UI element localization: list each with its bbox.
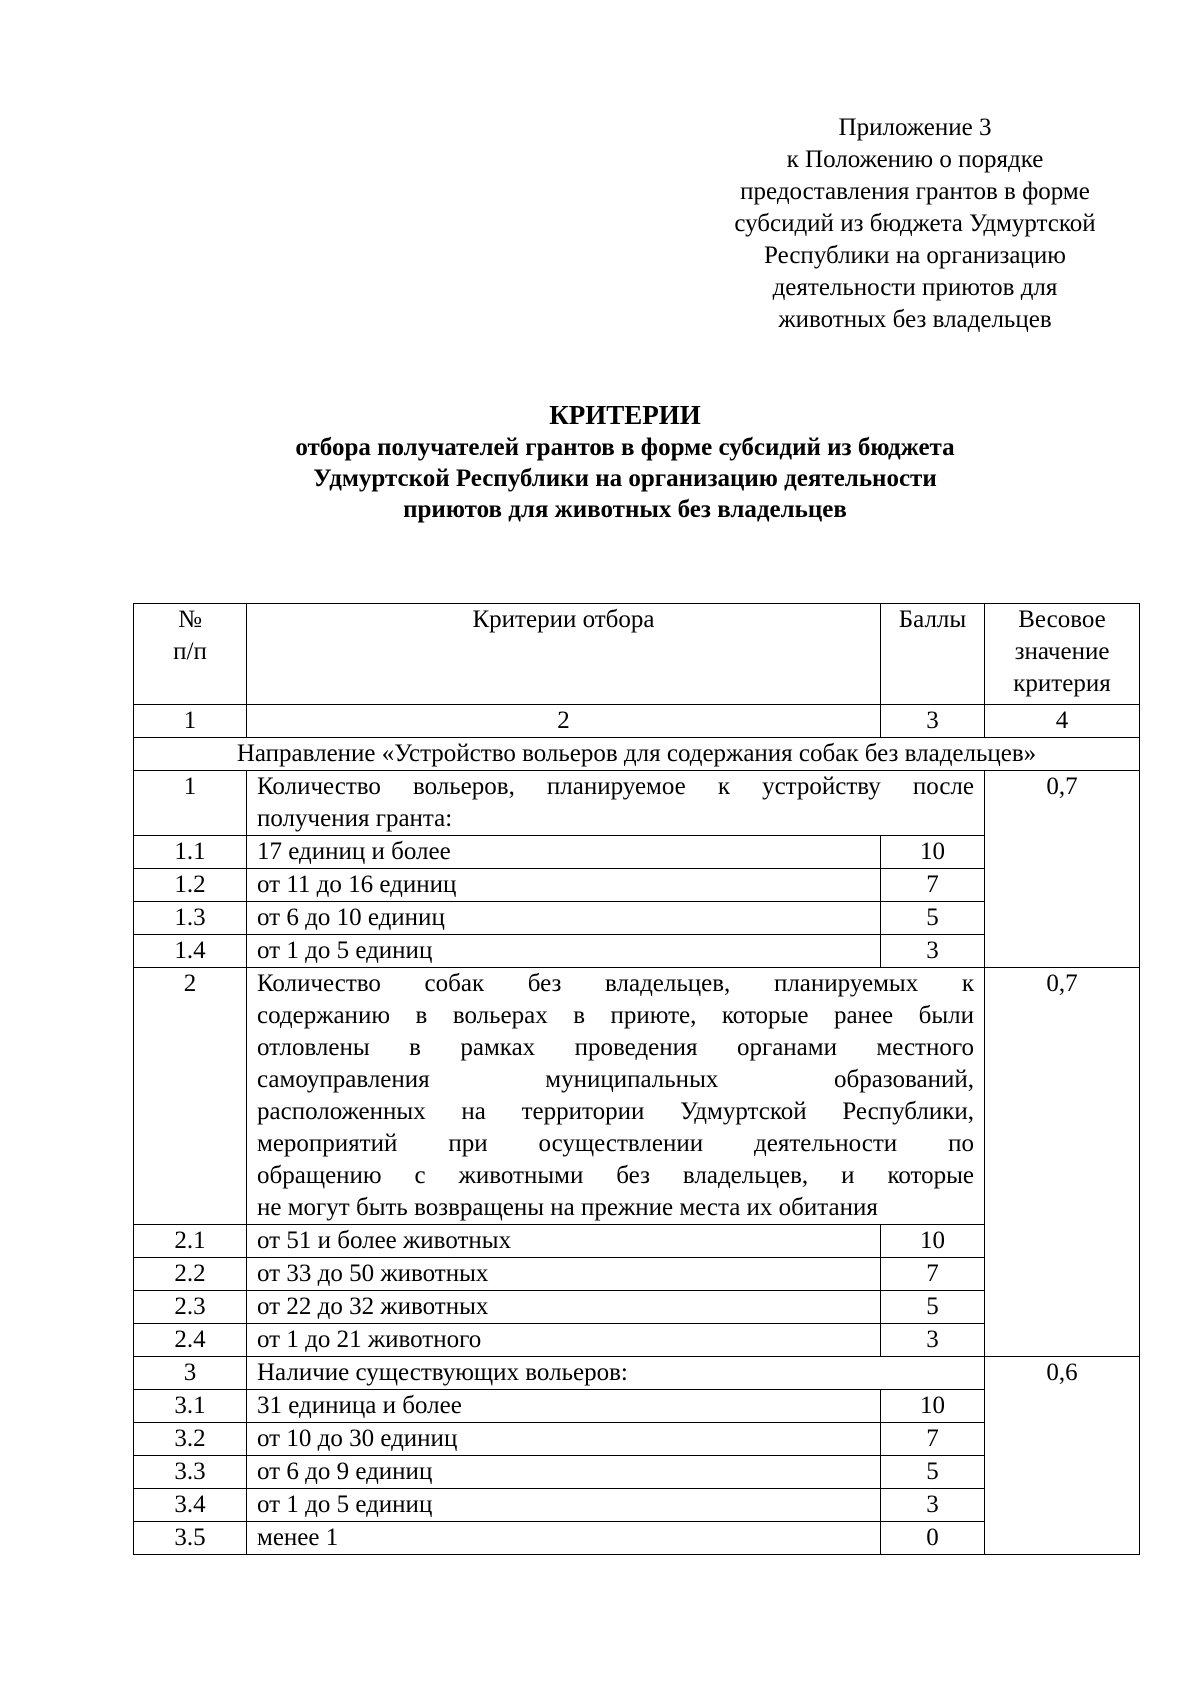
- col-number: 4: [985, 705, 1140, 738]
- row-points: 3: [881, 1324, 985, 1357]
- appendix-reference: [700, 112, 1130, 336]
- appendix-line: субсидий из бюджета Удмуртской: [734, 210, 1096, 237]
- row-number: 2.4: [134, 1324, 247, 1357]
- row-number: 3.5: [134, 1522, 247, 1555]
- header-num: № п/п: [134, 604, 247, 705]
- header-criteria: Критерии отбора: [247, 604, 881, 705]
- row-points: 7: [881, 869, 985, 902]
- row-text: от 11 до 16 единиц: [247, 869, 881, 902]
- criterion-title-line: Наличие существующих вольеров:: [257, 1359, 628, 1386]
- criterion-title: [247, 968, 985, 1225]
- row-points: 3: [881, 935, 985, 968]
- criterion-group-row: [134, 968, 1140, 1225]
- row-points: 10: [881, 1390, 985, 1423]
- row-points: 7: [881, 1423, 985, 1456]
- criterion-title-line: не могут быть возвращены на прежние места их обитания: [257, 1194, 878, 1221]
- criterion-weight: 0,6: [985, 1357, 1140, 1555]
- row-text: 31 единица и более: [247, 1390, 881, 1423]
- criterion-title-line: расположенных на территории Удмуртской Республики,: [257, 1098, 974, 1125]
- criterion-title-line: отловлены в рамках проведения органами местного: [257, 1034, 974, 1061]
- row-text: менее 1: [247, 1522, 881, 1555]
- row-points: 5: [881, 1291, 985, 1324]
- subtitle-line: Удмуртской Республики на организацию деятельности: [313, 465, 937, 492]
- criterion-number: 2: [134, 968, 247, 1225]
- document-title: КРИТЕРИИ: [549, 400, 701, 430]
- row-number: 1.2: [134, 869, 247, 902]
- row-text: от 22 до 32 животных: [247, 1291, 881, 1324]
- row-text: от 1 до 5 единиц: [247, 1489, 881, 1522]
- criterion-group-row: [134, 1357, 1140, 1390]
- subtitle-line: приютов для животных без владельцев: [403, 496, 847, 523]
- col-number: 2: [247, 705, 881, 738]
- criterion-title-line: мероприятий при осуществлении деятельности по: [257, 1130, 974, 1157]
- col-number: 1: [134, 705, 247, 738]
- appendix-line: Республики на организацию: [764, 242, 1066, 269]
- criterion-weight: 0,7: [985, 771, 1140, 968]
- direction-row: [134, 738, 1140, 771]
- criteria-table: [133, 603, 1140, 1555]
- row-points: 3: [881, 1489, 985, 1522]
- row-number: 2.3: [134, 1291, 247, 1324]
- criterion-title-line: получения гранта:: [257, 805, 453, 832]
- criterion-weight: 0,7: [985, 968, 1140, 1357]
- row-points: 5: [881, 902, 985, 935]
- criterion-group-row: [134, 771, 1140, 836]
- row-number: 1.4: [134, 935, 247, 968]
- header-weight: Весовое значение критерия: [985, 604, 1140, 705]
- row-text: от 1 до 5 единиц: [247, 935, 881, 968]
- row-text: от 1 до 21 животного: [247, 1324, 881, 1357]
- subtitle-line: отбора получателей грантов в форме субсидий из бюджета: [295, 434, 955, 461]
- criterion-title-line: самоуправления муниципальных образований,: [257, 1066, 974, 1093]
- row-text: от 33 до 50 животных: [247, 1258, 881, 1291]
- row-text: от 6 до 10 единиц: [247, 902, 881, 935]
- row-points: 5: [881, 1456, 985, 1489]
- row-text: от 10 до 30 единиц: [247, 1423, 881, 1456]
- row-number: 2.1: [134, 1225, 247, 1258]
- row-number: 2.2: [134, 1258, 247, 1291]
- row-points: 0: [881, 1522, 985, 1555]
- row-points: 7: [881, 1258, 985, 1291]
- appendix-line: к Положению о порядке: [786, 146, 1044, 173]
- row-number: 1.1: [134, 836, 247, 869]
- row-number: 3.4: [134, 1489, 247, 1522]
- criterion-title: [247, 771, 985, 836]
- appendix-line: животных без владельцев: [778, 306, 1052, 333]
- row-number: 3.1: [134, 1390, 247, 1423]
- criterion-number: 1: [134, 771, 247, 836]
- appendix-line: предоставления грантов в форме: [740, 178, 1090, 205]
- criterion-title-line: Количество вольеров, планируемое к устройству после: [257, 773, 974, 800]
- col-number: 3: [881, 705, 985, 738]
- appendix-line: деятельности приютов для: [772, 274, 1058, 301]
- document-heading: [190, 398, 1060, 525]
- criterion-title-line: обращению с животными без владельцев, и которые: [257, 1162, 974, 1189]
- column-numbers-row: [134, 705, 1140, 738]
- row-points: 10: [881, 836, 985, 869]
- row-text: 17 единиц и более: [247, 836, 881, 869]
- row-text: от 6 до 9 единиц: [247, 1456, 881, 1489]
- row-points: 10: [881, 1225, 985, 1258]
- criterion-title-line: содержанию в вольерах в приюте, которые ранее были: [257, 1002, 974, 1029]
- criterion-title-line: Количество собак без владельцев, планируемых к: [257, 970, 974, 997]
- header-points: Баллы: [881, 604, 985, 705]
- header-row: [134, 604, 1140, 705]
- criterion-number: 3: [134, 1357, 247, 1390]
- criterion-title: [247, 1357, 985, 1390]
- direction-title: Направление «Устройство вольеров для содержания собак без владельцев»: [134, 738, 1140, 771]
- row-number: 1.3: [134, 902, 247, 935]
- row-number: 3.2: [134, 1423, 247, 1456]
- appendix-line: Приложение 3: [838, 114, 992, 141]
- row-text: от 51 и более животных: [247, 1225, 881, 1258]
- row-number: 3.3: [134, 1456, 247, 1489]
